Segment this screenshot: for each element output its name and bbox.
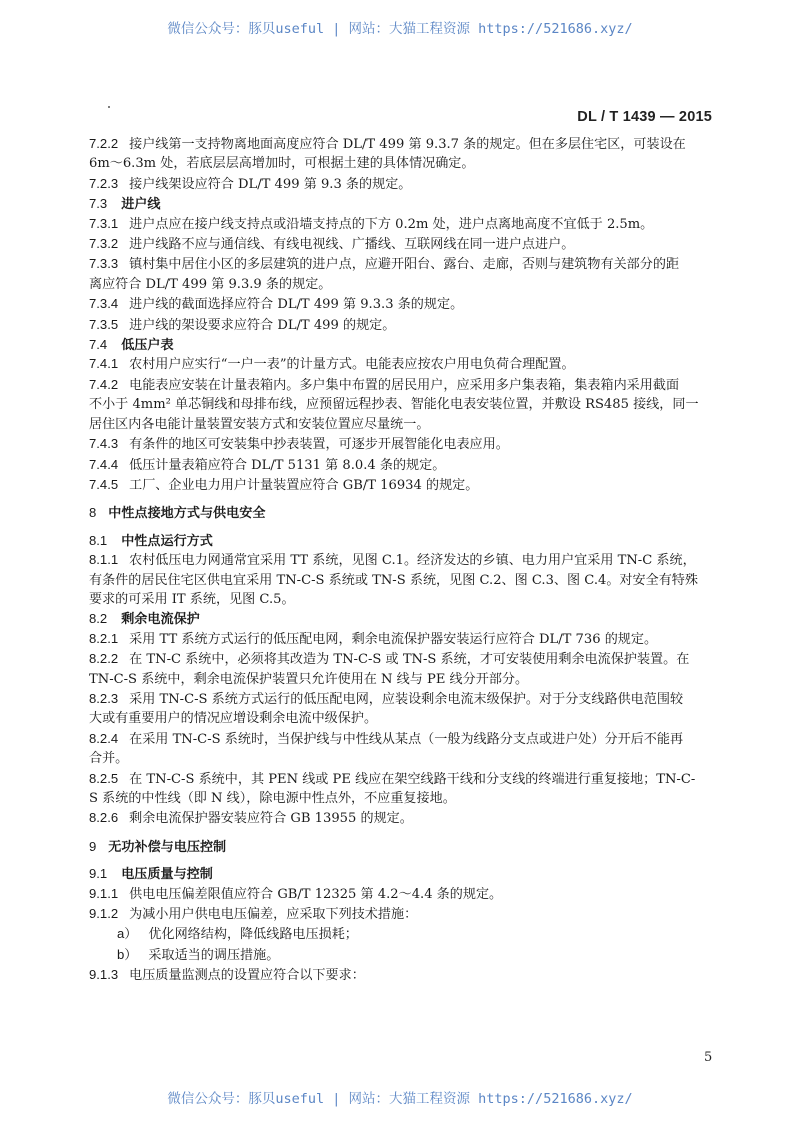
heading-number: 9 xyxy=(89,838,97,854)
clause-line xyxy=(89,904,715,924)
clause-number: 7.4.2 xyxy=(89,376,119,392)
clause-text: 供电电压偏差限值应符合 GB/T 12325 第 4.2～4.4 条的规定。 xyxy=(129,886,503,902)
clause-line xyxy=(89,254,715,274)
clause-number: 7.2.3 xyxy=(89,175,119,191)
heading-title: 无功补偿与电压控制 xyxy=(108,838,227,854)
clause-line xyxy=(89,434,715,454)
clause-line xyxy=(89,354,715,374)
clause-text: 进户线的架设要求应符合 DL/T 499 的规定。 xyxy=(129,317,396,333)
clause-text: 有条件的居民住宅区供电宜采用 TN-C-S 系统或 TN-S 系统，见图 C.2、图 C.3、图 C.4。对安全有特殊 xyxy=(89,572,698,588)
heading-title: 进户线 xyxy=(121,196,161,212)
section-heading xyxy=(89,609,715,628)
clause-line xyxy=(89,789,715,808)
clause-line xyxy=(89,174,715,194)
heading-number: 9.1 xyxy=(89,866,108,882)
clause-number: 8.2.4 xyxy=(89,730,119,746)
clause-text: 在 TN-C 系统中，必须将其改造为 TN-C-S 或 TN-S 系统，才可安装使用剩余电流保护装置。在 xyxy=(129,652,690,668)
clause-text: 接户线第一支持物离地面高度应符合 DL/T 499 第 9.3.7 条的规定。但在多层住宅区，可装设在 xyxy=(129,137,686,152)
clause-number: 8.2.2 xyxy=(89,651,119,667)
clause-line xyxy=(89,234,715,254)
clause-line xyxy=(89,571,715,590)
clause-line xyxy=(89,590,715,609)
clause-line xyxy=(89,965,715,985)
clause-line xyxy=(89,884,715,904)
heading-title: 电压质量与控制 xyxy=(121,866,213,882)
heading-number: 7.4 xyxy=(89,337,108,353)
clause-number: 9.1.3 xyxy=(89,967,119,983)
clause-number: 8.2.6 xyxy=(89,810,119,826)
clause-text: 离应符合 DL/T 499 第 9.3.9 条的规定。 xyxy=(89,276,332,292)
list-item-line xyxy=(89,945,715,965)
clause-line xyxy=(89,629,715,649)
clause-number: 7.3.1 xyxy=(89,215,119,231)
clause-text: 电能表应安装在计量表箱内。多户集中布置的居民用户，应采用多户集表箱，集表箱内采用截面 xyxy=(129,377,680,393)
clause-text: 进户点应在接户线支持点或沿墙支持点的下方 0.2m 处，进户点离地高度不宜低于 2.5m。 xyxy=(129,216,654,232)
clause-text: 大或有重要用户的情况应增设剩余电流中级保护。 xyxy=(89,711,378,727)
clause-text: S 系统的中性线（即 N 线），除电源中性点外，不应重复接地。 xyxy=(89,791,456,806)
clause-line xyxy=(89,670,715,689)
page-number: 5 xyxy=(704,1050,713,1065)
standard-code-header: DL / T 1439 — 2015 xyxy=(577,109,712,125)
item-marker: b） xyxy=(117,946,138,962)
clause-number: 7.4.5 xyxy=(89,476,119,492)
heading-number: 8.2 xyxy=(89,611,108,627)
item-marker: a） xyxy=(117,926,138,942)
clause-text: 有条件的地区可安装集中抄表装置，可逐步开展智能化电表应用。 xyxy=(129,437,509,453)
clause-number: 8.2.5 xyxy=(89,770,119,786)
clause-text: 采用 TN-C-S 系统方式运行的低压配电网，应装设剩余电流末级保护。对于分支线路供电范围较 xyxy=(129,691,684,707)
clause-line xyxy=(89,550,715,570)
heading-number: 8.1 xyxy=(89,532,108,548)
clause-text: 合并。 xyxy=(89,751,129,767)
clause-number: 9.1.1 xyxy=(89,885,119,901)
clause-line xyxy=(89,475,715,495)
clause-text: 优化网络结构，降低线路电压损耗； xyxy=(148,927,358,943)
clause-number: 7.2.2 xyxy=(89,136,119,151)
chapter-heading xyxy=(89,837,715,856)
clause-line xyxy=(89,808,715,828)
clause-text: 在采用 TN-C-S 系统时，当保护线与中性线从某点（一般为线路分支点或进户处）分开后不能再 xyxy=(129,731,684,747)
clause-text: 6m～6.3m 处，若底层层高增加时，可根据土建的具体情况确定。 xyxy=(89,156,475,172)
clause-line xyxy=(89,415,715,434)
clause-number: 7.3.3 xyxy=(89,256,119,272)
clause-text: 采取适当的调压措施。 xyxy=(148,947,280,963)
clause-line xyxy=(89,455,715,475)
clause-text: 为减小用户供电电压偏差，应采取下列技术措施： xyxy=(129,907,418,923)
clause-text: 工厂、企业电力用户计量装置应符合 GB/T 16934 的规定。 xyxy=(129,477,479,493)
clause-number: 9.1.2 xyxy=(89,906,119,922)
clause-text: 剩余电流保护器安装应符合 GB 13955 的规定。 xyxy=(129,811,413,827)
heading-number: 7.3 xyxy=(89,196,108,212)
watermark-top: 微信公众号：豚贝useful | 网站：大猫工程资源 https://521686.xyz/ xyxy=(167,21,633,37)
heading-title: 低压户表 xyxy=(121,337,174,353)
clause-number: 7.3.2 xyxy=(89,236,119,252)
document-body xyxy=(89,134,715,986)
clause-line xyxy=(89,214,715,234)
clause-number: 7.3.4 xyxy=(89,296,119,312)
clause-line xyxy=(89,315,715,335)
clause-line xyxy=(89,729,715,749)
heading-title: 中性点接地方式与供电安全 xyxy=(108,505,266,521)
clause-number: 7.4.1 xyxy=(89,356,119,372)
clause-text: 农村低压电力网通常宜采用 TT 系统，见图 C.1。经济发达的乡镇、电力用户宜采用 TN-C 系统， xyxy=(129,553,696,569)
scan-dot xyxy=(108,106,110,108)
clause-line xyxy=(89,154,715,173)
heading-number: 8 xyxy=(89,505,97,521)
clause-text: 农村用户应实行“一户一表”的计量方式。电能表应按农户用电负荷合理配置。 xyxy=(129,357,575,373)
clause-text: 进户线路不应与通信线、有线电视线、广播线、互联网线在同一进户点进户。 xyxy=(129,237,575,253)
clause-line xyxy=(89,375,715,395)
clause-line xyxy=(89,709,715,728)
clause-number: 7.3.5 xyxy=(89,316,119,332)
clause-line xyxy=(89,649,715,669)
clause-number: 7.4.4 xyxy=(89,456,119,472)
clause-text: 不小于 4mm² 单芯铜线和母排布线，应预留远程抄表、智能化电表安装位置，并敷设 RS485 接线，同一 xyxy=(89,397,699,413)
clause-line xyxy=(89,769,715,789)
clause-text: 电压质量监测点的设置应符合以下要求： xyxy=(129,968,365,984)
clause-number: 8.2.3 xyxy=(89,690,119,706)
heading-title: 中性点运行方式 xyxy=(121,532,213,548)
clause-text: 居住区内各电能计量装置安装方式和安装位置应尽量统一。 xyxy=(89,416,430,432)
clause-text: 进户线的截面选择应符合 DL/T 499 第 9.3.3 条的规定。 xyxy=(129,297,464,313)
clause-text: 低压计量表箱应符合 DL/T 5131 第 8.0.4 条的规定。 xyxy=(129,457,446,473)
chapter-heading xyxy=(89,503,715,522)
clause-line xyxy=(89,275,715,294)
clause-text: TN-C-S 系统中，剩余电流保护装置只允许使用在 N 线与 PE 线分开部分。 xyxy=(89,671,529,687)
clause-text: 采用 TT 系统方式运行的低压配电网，剩余电流保护器安装运行应符合 DL/T 736 的规定。 xyxy=(129,631,658,647)
clause-number: 8.2.1 xyxy=(89,630,119,646)
section-heading xyxy=(89,531,715,550)
clause-text: 要求的可采用 IT 系统，见图 C.5。 xyxy=(89,591,295,607)
clause-number: 8.1.1 xyxy=(89,552,119,568)
section-heading xyxy=(89,335,715,354)
clause-text: 镇村集中居住小区的多层建筑的进户点，应避开阳台、露台、走廊，否则与建筑物有关部分的距 xyxy=(129,257,680,273)
heading-title: 剩余电流保护 xyxy=(121,611,200,627)
clause-line xyxy=(89,689,715,709)
clause-line xyxy=(89,749,715,768)
watermark-bottom: 微信公众号：豚贝useful | 网站：大猫工程资源 https://521686.xyz/ xyxy=(167,1091,633,1107)
list-item-line xyxy=(89,924,715,944)
clause-line xyxy=(89,294,715,314)
clause-number: 7.4.3 xyxy=(89,436,119,452)
clause-line xyxy=(89,395,715,414)
section-heading xyxy=(89,194,715,213)
clause-text: 在 TN-C-S 系统中，其 PEN 线或 PE 线应在架空线路干线和分支线的终端进行重复接地；TN-C- xyxy=(129,771,696,787)
clause-line xyxy=(89,134,715,154)
clause-text: 接户线架设应符合 DL/T 499 第 9.3 条的规定。 xyxy=(129,176,412,192)
section-heading xyxy=(89,864,715,883)
